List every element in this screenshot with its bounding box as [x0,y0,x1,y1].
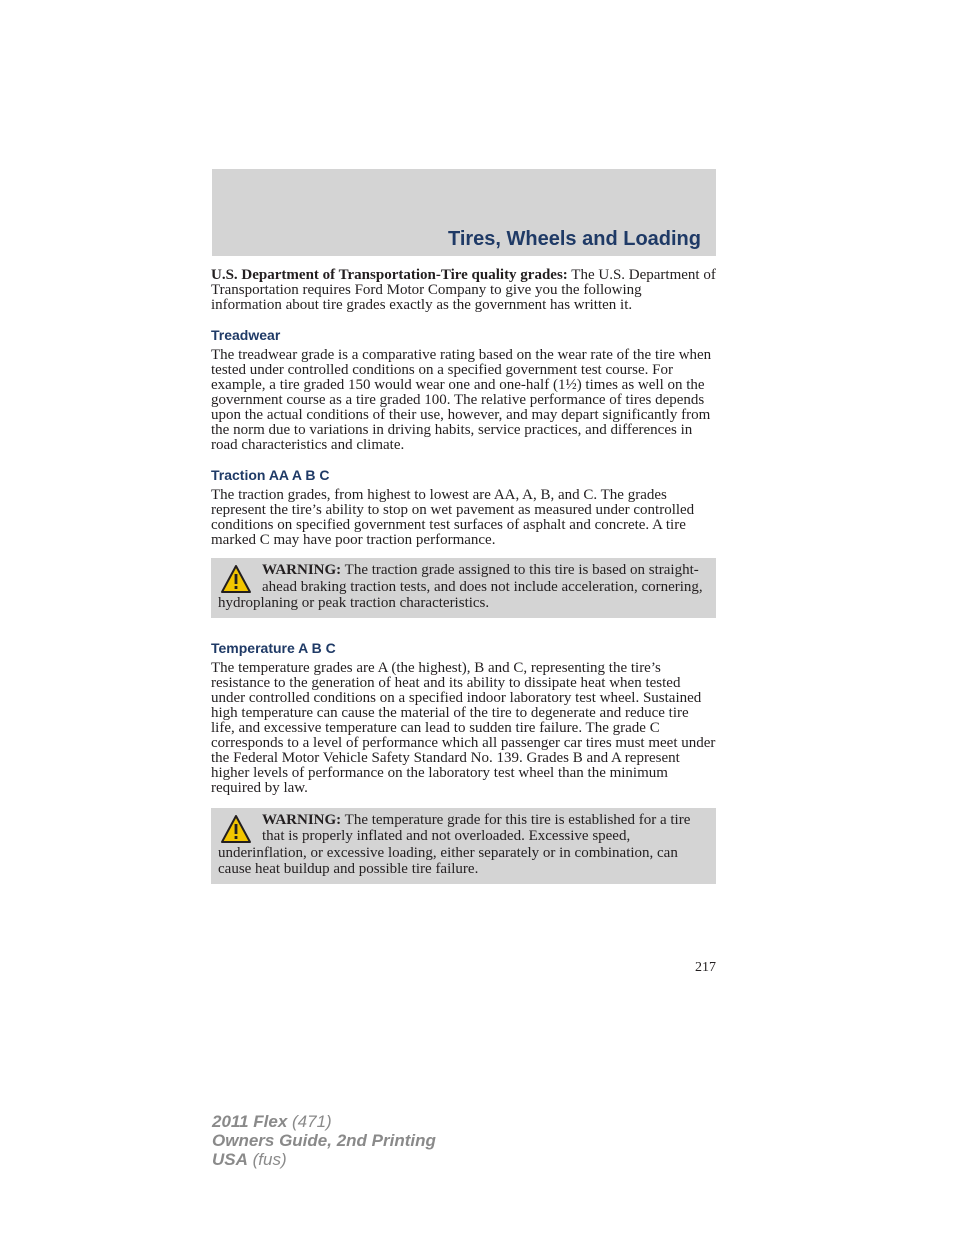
page-number: 217 [695,960,716,975]
temperature-warning-box [211,808,716,884]
footer-line-2: Owners Guide, 2nd Printing [212,1131,436,1150]
traction-paragraph: The traction grades, from highest to lowest are AA, A, B, and C. The grades represent the tire’s ability to stop on wet pavement as measured under controlled conditions on specified government test surfaces of asphalt and concrete. A tire marked C may have poor traction performance. [211,487,695,548]
footer-line-1 [212,1112,436,1131]
warning-triangle-icon [220,564,252,594]
temperature-warning-label: WARNING: [262,811,342,828]
traction-warning-box [211,558,716,618]
intro-lead: U.S. Department of Transportation-Tire quality grades: [211,267,568,283]
footer [212,1112,436,1169]
warning-triangle-icon [220,814,252,844]
section-title: Tires, Wheels and Loading [447,228,701,250]
treadwear-heading: Treadwear [211,327,281,343]
treadwear-paragraph: The treadwear grade is a comparative rating based on the wear rate of the tire when tested under controlled conditions on a specified government test course. For example, a tire graded 150 would wear one and one-half (1½) times as well on the government course as a tire graded 100. The relative performance of tires depends upon the actual conditions of their use, however, and may depart significantly from the norm due to variations in driving habits, service practices, and differences in road characteristics and climate. [211,347,712,453]
temperature-warning-text: The temperature grade for this tire is established for a tire that is properly inflated and not overloaded. Excessive speed, underinflation, or excessive loading, either separately or in combination, can cause heat buildup and possible tire failure. [218,811,691,877]
intro-text: The U.S. Department of Transportation requires Ford Motor Company to give you the following information about tire grades exactly as the government has written it. [211,267,716,313]
page-content [211,268,716,884]
traction-warning-text: The traction grade assigned to this tire is based on straight-ahead braking traction tests, and does not include acceleration, cornering, hydroplaning or peak traction characteristics. [218,562,703,611]
traction-heading: Traction AA A B C [211,467,330,483]
footer-code: (471) [287,1112,332,1131]
footer-model: 2011 Flex [212,1112,288,1131]
traction-warning-label: WARNING: [262,562,342,578]
temperature-paragraph: The temperature grades are A (the highest), B and C, representing the tire’s resistance to the generation of heat and its ability to dissipate heat when tested under controlled conditions on a specified indoor laboratory test wheel. Sustained high temperature can cause the material of the tire to degenerate and reduce tire life, and excessive temperature can lead to sudden tire failure. The grade C corresponds to a level of performance which all passenger car tires must meet under the Federal Motor Vehicle Safety Standard No. 139. Grades B and A represent higher levels of performance on the laboratory test wheel than the minimum required by law. [211,659,716,796]
intro-paragraph [211,268,716,313]
temperature-heading: Temperature A B C [211,639,336,656]
footer-market: USA [212,1150,248,1169]
footer-market-code: (fus) [247,1150,287,1169]
footer-line-3 [212,1150,436,1169]
section-header [212,169,716,256]
